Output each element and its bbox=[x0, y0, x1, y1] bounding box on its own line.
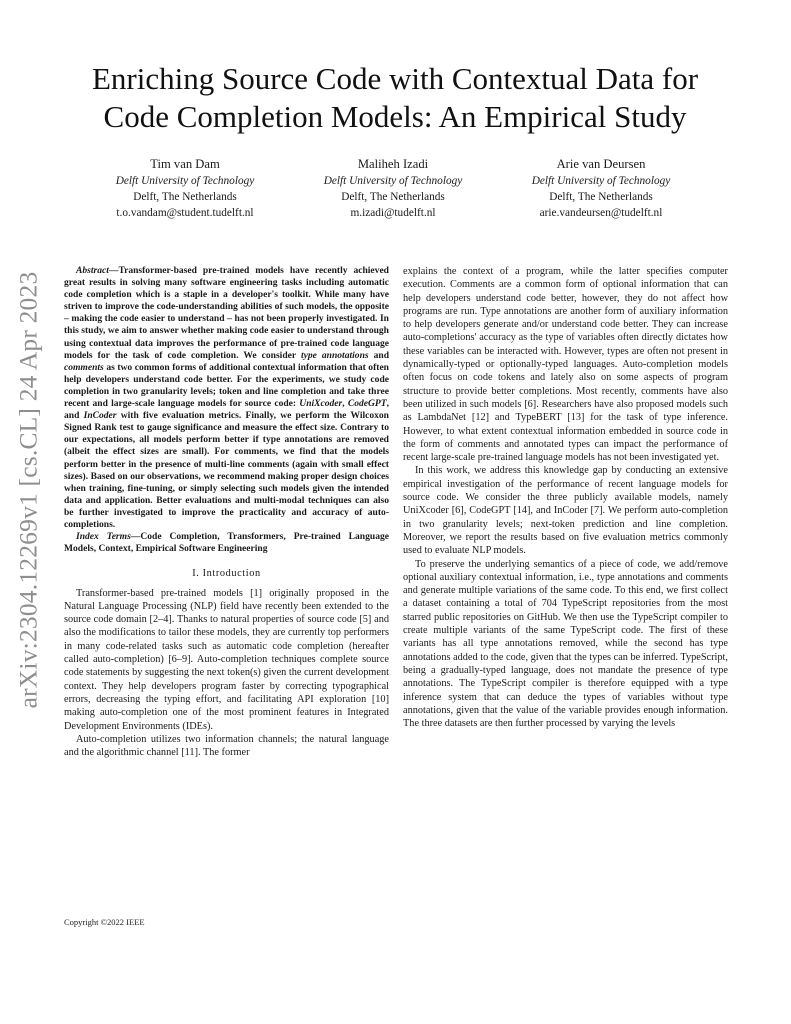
abstract-text: with five evaluation metrics. Finally, we perform the Wilcoxon Signed Rank test to gauge significance and measure the effect size. Contrary to our expectations, all models perform better if type annotations are removed (albeit the effect sizes are small). For comments, we find that the models perform better in the presence of multi-line comments (again with small effect sizes). Based on our observations, we recommend making proper design choices when training, fine-tuning, or simply selecting such models given the intended data and application. Better evaluations and multi-modal techniques can also be further investigated to improve the practicality and accuracy of auto-completions. bbox=[64, 410, 389, 530]
title-line-2: Code Completion Models: An Empirical Study bbox=[103, 99, 687, 134]
index-terms-label: Index Terms bbox=[76, 531, 131, 543]
abstract-text: , and bbox=[64, 398, 389, 422]
paper-title bbox=[60, 60, 730, 136]
author-block-2 bbox=[283, 155, 503, 221]
left-column bbox=[64, 265, 389, 759]
paragraph: In this work, we address this knowledge gap by conducting an extensive empirical investigation of the performance of recent language models for source code. We consider the three publicly available models, namely UniXcoder [6], CodeGPT [14], and InCoder [7]. We perform auto-completion in two granularity levels; next-token prediction and line completion. Moreover, we report the results based on five evaluation metrics commonly used to evaluate NLP models. bbox=[403, 465, 728, 557]
section-heading: I. Introduction bbox=[192, 568, 261, 580]
author-block-3 bbox=[491, 155, 711, 221]
author-affiliation: Delft University of Technology bbox=[531, 175, 671, 187]
abstract-term: type annotations bbox=[300, 349, 369, 361]
paragraph: Transformer-based pre-trained models [1] originally proposed in the Natural Language Processing (NLP) field have recently been extended to the source code domain [2–4]. Thanks to natural properties of source code [5] and also the modifications to tailor these models, they are currently top performers in many code-related tasks such as automatic code completion (hereafter called auto-completion) [6–9]. Auto-completion techniques complete source code statements by suggesting the next token(s) given the current development context. They help developers program faster by correcting typographical errors, decreasing the typing effort, and facilitating API exploration [10] making auto-completion one of the most prominent features in Integrated Development Environments (IDEs). bbox=[64, 587, 389, 732]
author-affiliation: Delft University of Technology bbox=[323, 175, 463, 187]
abstract-label: Abstract bbox=[76, 265, 109, 276]
author-name: Arie van Deursen bbox=[556, 157, 646, 171]
abstract-text: —Transformer-based pre-trained models have recently achieved great results in solving many software engineering tasks including automatic code completion which is a staple in a developer's toolkit. While many have striven to improve the code-understanding abilities of such models, the opposite – making the code easier to understand – has not been properly investigated. In this study, we aim to answer whether making code easier to understand through using contextual data improves the performance of pre-trained code language models for the task of code completion. We consider bbox=[64, 265, 389, 361]
abstract-model-name: UniXcoder bbox=[299, 398, 343, 410]
author-name: Maliheh Izadi bbox=[357, 157, 429, 171]
author-location: Delft, The Netherlands bbox=[341, 191, 445, 203]
copyright-notice: Copyright ©2022 IEEE bbox=[64, 917, 145, 927]
author-email: m.izadi@tudelft.nl bbox=[350, 207, 436, 219]
paragraph: Auto-completion utilizes two information channels; the natural language and the algorithmic channel [11]. The former bbox=[64, 733, 389, 759]
author-name: Tim van Dam bbox=[150, 157, 220, 171]
abstract-text: , bbox=[342, 398, 348, 410]
author-affiliation: Delft University of Technology bbox=[115, 175, 255, 187]
abstract bbox=[64, 265, 389, 531]
abstract-text: as two common forms of additional contextual information that often help developers understand code better. For the experiments, we study code completion in two granularity levels; token and line completion and take three recent and large-scale language models for source code: bbox=[64, 361, 389, 410]
index-terms bbox=[64, 531, 389, 555]
author-block-1 bbox=[75, 155, 295, 221]
author-email: t.o.vandam@student.tudelft.nl bbox=[116, 207, 254, 219]
author-email: arie.vandeursen@tudelft.nl bbox=[539, 207, 663, 219]
abstract-term: comments bbox=[64, 361, 104, 373]
right-column bbox=[403, 265, 728, 730]
abstract-model-name: InCoder bbox=[83, 410, 117, 422]
paragraph: To preserve the underlying semantics of a piece of code, we add/remove optional auxiliary contextual information, i.e., type annotations and comments and generate multiple variations of the same code. To this end, we first collect a dataset containing a total of 704 TypeScript repositories from the most starred public repositories on GitHub. We then use the TypeScript compiler to create multiple variants of the same TypeScript code. The first of these variants has all type annotations removed, while the second has type annotations added to the code, given that the types can be inferred. TypeScript, being a gradually-typed language, does not mandate the presence of type annotations. The TypeScript compiler is therefore equipped with a type inference system that can deduce the types of variables without type annotations, given that the value of the variable provides enough information. The three datasets are then further processed by varying the levels bbox=[403, 558, 728, 730]
arxiv-watermark bbox=[8, 270, 48, 710]
abstract-model-name: CodeGPT bbox=[347, 398, 387, 410]
index-terms-text: —Code Completion, Transformers, Pre-trained Language Models, Context, Empirical Software Engineering bbox=[64, 531, 389, 555]
author-location: Delft, The Netherlands bbox=[549, 191, 653, 203]
abstract-text: and bbox=[368, 349, 390, 361]
author-location: Delft, The Netherlands bbox=[133, 191, 237, 203]
arxiv-identifier: arXiv:2304.12269v1 [cs.CL] 24 Apr 2023 bbox=[13, 271, 42, 709]
title-line-1: Enriching Source Code with Contextual Data for bbox=[91, 61, 699, 96]
paragraph: explains the context of a program, while the latter specifies computer execution. Comments are a common form of optional information that can help developers understand code better, however, they do not affect how programs are run. Type annotations are another form of auxiliary information to help developers generate and/or understand code better. They can increase auto-completions' accuracy as the type of variables often directly dictates how these variables can be interacted with. However, types are often not present in dynamically-typed or optionally-typed languages. Auto-completion models often focus on code tokens and lately also on some aspects of program structure to provide better completions. Most recently, comments have also been utilized in such models [6]. Researchers have also proposed models such as LambdaNet [12] and TypeBERT [13] for the task of type inference. However, to what extent contextual information embedded in source code in the form of comments and annotated types can impact the performance of recent large-scale pre-trained language models has not been investigated yet. bbox=[403, 266, 728, 464]
